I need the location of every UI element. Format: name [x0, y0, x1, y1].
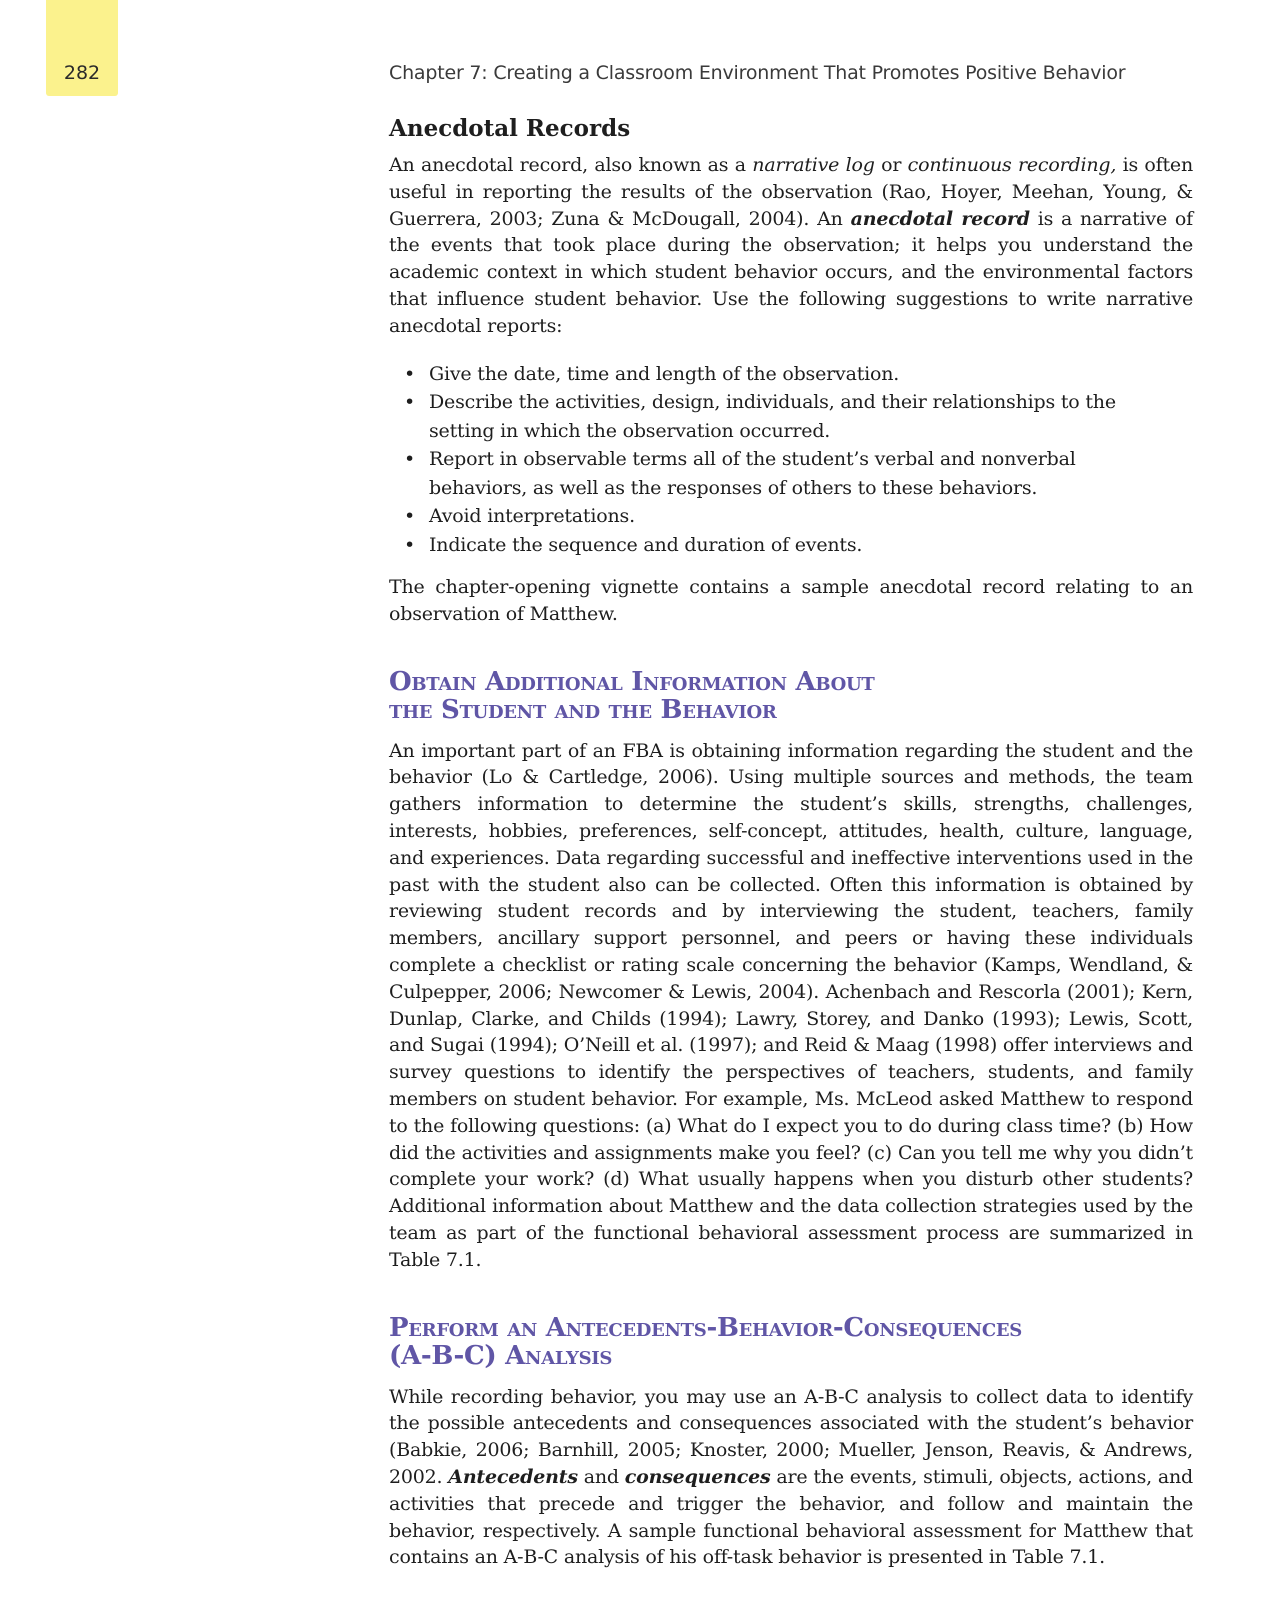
- vignette-paragraph: The chapter-opening vignette contains a sample anecdotal record relating to an observation of Matthew.: [389, 576, 1193, 625]
- bullet-icon: •: [404, 448, 416, 471]
- list-item: • Report in observable terms all of the student’s verbal and nonverbal behaviors, as well as the responses of others to these behaviors.: [389, 445, 1193, 502]
- list-item: • Indicate the sequence and duration of events.: [389, 531, 1193, 560]
- bullet-icon: •: [404, 391, 416, 414]
- bullet-icon: •: [404, 362, 416, 385]
- obtain-information-heading: Obtain Additional Information About the Student and the Behavior: [389, 666, 875, 725]
- abc-analysis-heading: Perform an Antecedents-Behavior-Consequences (A-B-C) Analysis: [389, 1312, 1022, 1371]
- abc-analysis-paragraph: While recording behavior, you may use an A-B-C analysis to collect data to identify the possible antecedents and consequences associated with the student’s behavior (Babkie, 2006; Barnhill, 2005; Knoster, 2000; Mueller, Jenson, Reavis, & Andrews, 2002. Antecedents and consequences are the events, stimuli, objects, actions, and activities that precede and trigger the behavior, and follow and maintain the behavior, respectively. A sample functional behavioral assessment for Matthew that contains an A-B-C analysis of his off-task behavior is presented in Table 7.1.: [389, 1385, 1193, 1569]
- list-item: • Avoid interpretations.: [389, 502, 1193, 531]
- suggestions-list: [389, 360, 1193, 560]
- term-consequences: consequences: [624, 1466, 771, 1488]
- term-antecedents: Antecedents: [448, 1466, 578, 1488]
- term-anecdotal-record: anecdotal record: [850, 207, 1030, 230]
- bullet-icon: •: [404, 505, 416, 528]
- term-continuous-recording: continuous recording,: [907, 154, 1117, 176]
- page-content: [389, 115, 1193, 1571]
- anecdotal-intro-paragraph: An anecdotal record, also known as a narrative log or continuous recording, is often useful in reporting the results of the observation (Rao, Hoyer, Meehan, Young, & Guerrera, 2003; Zuna & McDougall, 2004). An anecdotal record is a narrative of the events that took place during the observation; it helps you understand the academic context in which student behavior occurs, and the environmental factors that influence student behavior. Use the following suggestions to write narrative anecdotal reports:: [389, 154, 1193, 337]
- obtain-information-paragraph: An important part of an FBA is obtaining information regarding the student and the behavior (Lo & Cartledge, 2006). Using multiple sources and methods, the team gathers information to determine the student’s skills, strengths, challenges, interests, hobbies, preferences, self-concept, attitudes, health, culture, language, and experiences. Data regarding successful and ineffective interventions used in the past with the student also can be collected. Often this information is obtained by reviewing student records and by interviewing the student, teachers, family members, ancillary support personnel, and peers or having these individuals complete a checklist or rating scale concerning the behavior (Kamps, Wendland, & Culpepper, 2006; Newcomer & Lewis, 2004). Achenbach and Rescorla (2001); Kern, Dunlap, Clarke, and Childs (1994); Lawry, Storey, and Danko (1993); Lewis, Scott, and Sugai (1994); O’Neill et al. (1997); and Reid & Maag (1998) offer interviews and survey questions to identify the perspectives of teachers, students, and family members on student behavior. For example, Ms. McLeod asked Matthew to respond to the following questions: (a) What do I expect you to do during class time? (b) How did the activities and assignments make you feel? (c) Can you tell me why you didn’t complete your work? (d) What usually happens when you disturb other students? Additional information about Matthew and the data collection strategies used by the team as part of the functional behavioral assessment process are summarized in Table 7.1.: [389, 739, 1193, 1271]
- list-item: • Give the date, time and length of the observation.: [389, 360, 1193, 389]
- anecdotal-records-heading: Anecdotal Records: [389, 115, 631, 142]
- running-head: Chapter 7: Creating a Classroom Environment That Promotes Positive Behavior: [389, 62, 1126, 84]
- bullet-icon: •: [404, 533, 416, 556]
- term-narrative-log: narrative log: [752, 154, 875, 176]
- page-number: 282: [63, 62, 101, 84]
- list-item: • Describe the activities, design, individuals, and their relationships to the setting in which the observation occurred.: [389, 388, 1193, 445]
